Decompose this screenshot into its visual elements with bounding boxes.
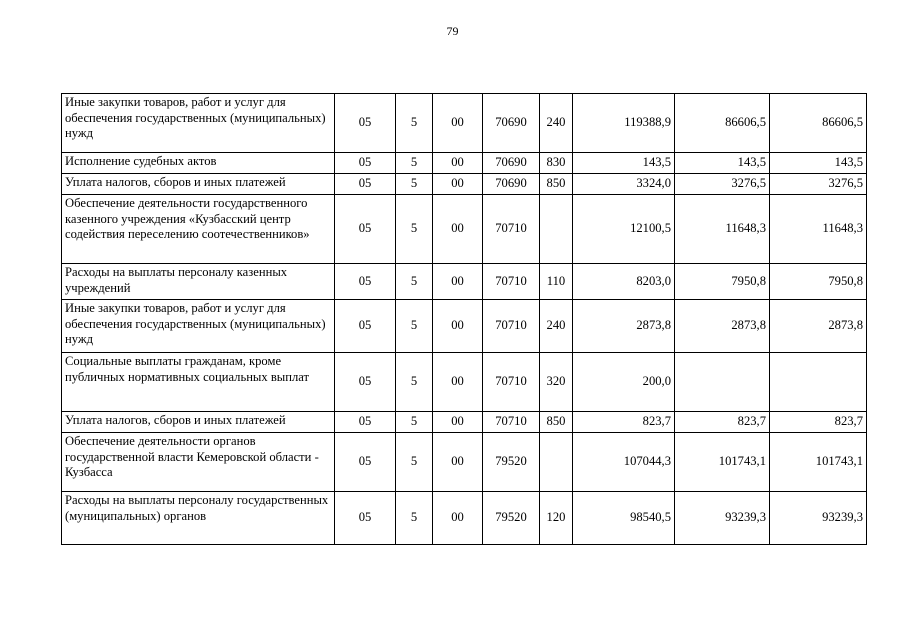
program-code: 00 <box>433 94 483 153</box>
table-row <box>62 492 867 545</box>
direction-code: 79520 <box>483 433 540 492</box>
section-code: 05 <box>335 353 396 412</box>
amount-year-1: 143,5 <box>573 153 675 174</box>
amount-year-3: 823,7 <box>770 412 867 433</box>
subsection-code: 5 <box>396 94 433 153</box>
amount-year-3 <box>770 353 867 412</box>
direction-code: 70690 <box>483 153 540 174</box>
program-code: 00 <box>433 412 483 433</box>
subsection-code: 5 <box>396 353 433 412</box>
table-row <box>62 153 867 174</box>
amount-year-2: 143,5 <box>675 153 770 174</box>
section-code: 05 <box>335 174 396 195</box>
amount-year-2: 11648,3 <box>675 195 770 264</box>
subsection-code: 5 <box>396 264 433 300</box>
amount-year-2: 101743,1 <box>675 433 770 492</box>
direction-code: 79520 <box>483 492 540 545</box>
direction-code: 70690 <box>483 94 540 153</box>
amount-year-2: 7950,8 <box>675 264 770 300</box>
amount-year-1: 119388,9 <box>573 94 675 153</box>
section-code: 05 <box>335 94 396 153</box>
row-name: Уплата налогов, сборов и иных платежей <box>62 412 335 433</box>
amount-year-3: 11648,3 <box>770 195 867 264</box>
table-row <box>62 353 867 412</box>
row-name: Уплата налогов, сборов и иных платежей <box>62 174 335 195</box>
amount-year-1: 823,7 <box>573 412 675 433</box>
program-code: 00 <box>433 153 483 174</box>
amount-year-2: 2873,8 <box>675 300 770 353</box>
amount-year-3: 143,5 <box>770 153 867 174</box>
program-code: 00 <box>433 492 483 545</box>
amount-year-1: 12100,5 <box>573 195 675 264</box>
table-row <box>62 412 867 433</box>
amount-year-1: 200,0 <box>573 353 675 412</box>
amount-year-3: 3276,5 <box>770 174 867 195</box>
expense-type-code: 120 <box>540 492 573 545</box>
amount-year-2 <box>675 353 770 412</box>
expense-type-code: 850 <box>540 174 573 195</box>
program-code: 00 <box>433 300 483 353</box>
program-code: 00 <box>433 433 483 492</box>
amount-year-1: 107044,3 <box>573 433 675 492</box>
row-name: Обеспечение деятельности органов государственной власти Кемеровской области - Кузбасса <box>62 433 335 492</box>
row-name: Иные закупки товаров, работ и услуг для обеспечения государственных (муниципальных) нужд <box>62 94 335 153</box>
expense-type-code: 830 <box>540 153 573 174</box>
page-number: 79 <box>446 24 459 38</box>
amount-year-1: 8203,0 <box>573 264 675 300</box>
table-row <box>62 94 867 153</box>
program-code: 00 <box>433 195 483 264</box>
expense-type-code <box>540 195 573 264</box>
section-code: 05 <box>335 195 396 264</box>
amount-year-3: 86606,5 <box>770 94 867 153</box>
section-code: 05 <box>335 492 396 545</box>
expense-type-code: 850 <box>540 412 573 433</box>
amount-year-3: 2873,8 <box>770 300 867 353</box>
table-row <box>62 195 867 264</box>
row-name: Расходы на выплаты персоналу казенных учреждений <box>62 264 335 300</box>
budget-table <box>61 93 867 545</box>
expense-type-code: 240 <box>540 300 573 353</box>
amount-year-3: 7950,8 <box>770 264 867 300</box>
expense-type-code <box>540 433 573 492</box>
subsection-code: 5 <box>396 300 433 353</box>
row-name: Расходы на выплаты персоналу государственных (муниципальных) органов <box>62 492 335 545</box>
subsection-code: 5 <box>396 153 433 174</box>
row-name: Социальные выплаты гражданам, кроме публичных нормативных социальных выплат <box>62 353 335 412</box>
expense-type-code: 110 <box>540 264 573 300</box>
section-code: 05 <box>335 153 396 174</box>
program-code: 00 <box>433 264 483 300</box>
direction-code: 70710 <box>483 412 540 433</box>
amount-year-1: 2873,8 <box>573 300 675 353</box>
table-row <box>62 174 867 195</box>
section-code: 05 <box>335 264 396 300</box>
direction-code: 70710 <box>483 264 540 300</box>
program-code: 00 <box>433 174 483 195</box>
amount-year-2: 823,7 <box>675 412 770 433</box>
row-name: Обеспечение деятельности государственного казенного учреждения «Кузбасский центр содействия переселению соотечественников» <box>62 195 335 264</box>
subsection-code: 5 <box>396 433 433 492</box>
row-name: Иные закупки товаров, работ и услуг для обеспечения государственных (муниципальных) нужд <box>62 300 335 353</box>
subsection-code: 5 <box>396 195 433 264</box>
subsection-code: 5 <box>396 492 433 545</box>
direction-code: 70710 <box>483 353 540 412</box>
table-row <box>62 264 867 300</box>
direction-code: 70710 <box>483 300 540 353</box>
subsection-code: 5 <box>396 412 433 433</box>
amount-year-1: 3324,0 <box>573 174 675 195</box>
section-code: 05 <box>335 300 396 353</box>
amount-year-3: 101743,1 <box>770 433 867 492</box>
amount-year-2: 93239,3 <box>675 492 770 545</box>
table-row <box>62 433 867 492</box>
section-code: 05 <box>335 412 396 433</box>
row-name: Исполнение судебных актов <box>62 153 335 174</box>
direction-code: 70690 <box>483 174 540 195</box>
direction-code: 70710 <box>483 195 540 264</box>
subsection-code: 5 <box>396 174 433 195</box>
amount-year-2: 86606,5 <box>675 94 770 153</box>
section-code: 05 <box>335 433 396 492</box>
expense-type-code: 320 <box>540 353 573 412</box>
expense-type-code: 240 <box>540 94 573 153</box>
amount-year-2: 3276,5 <box>675 174 770 195</box>
amount-year-1: 98540,5 <box>573 492 675 545</box>
amount-year-3: 93239,3 <box>770 492 867 545</box>
table-row <box>62 300 867 353</box>
program-code: 00 <box>433 353 483 412</box>
